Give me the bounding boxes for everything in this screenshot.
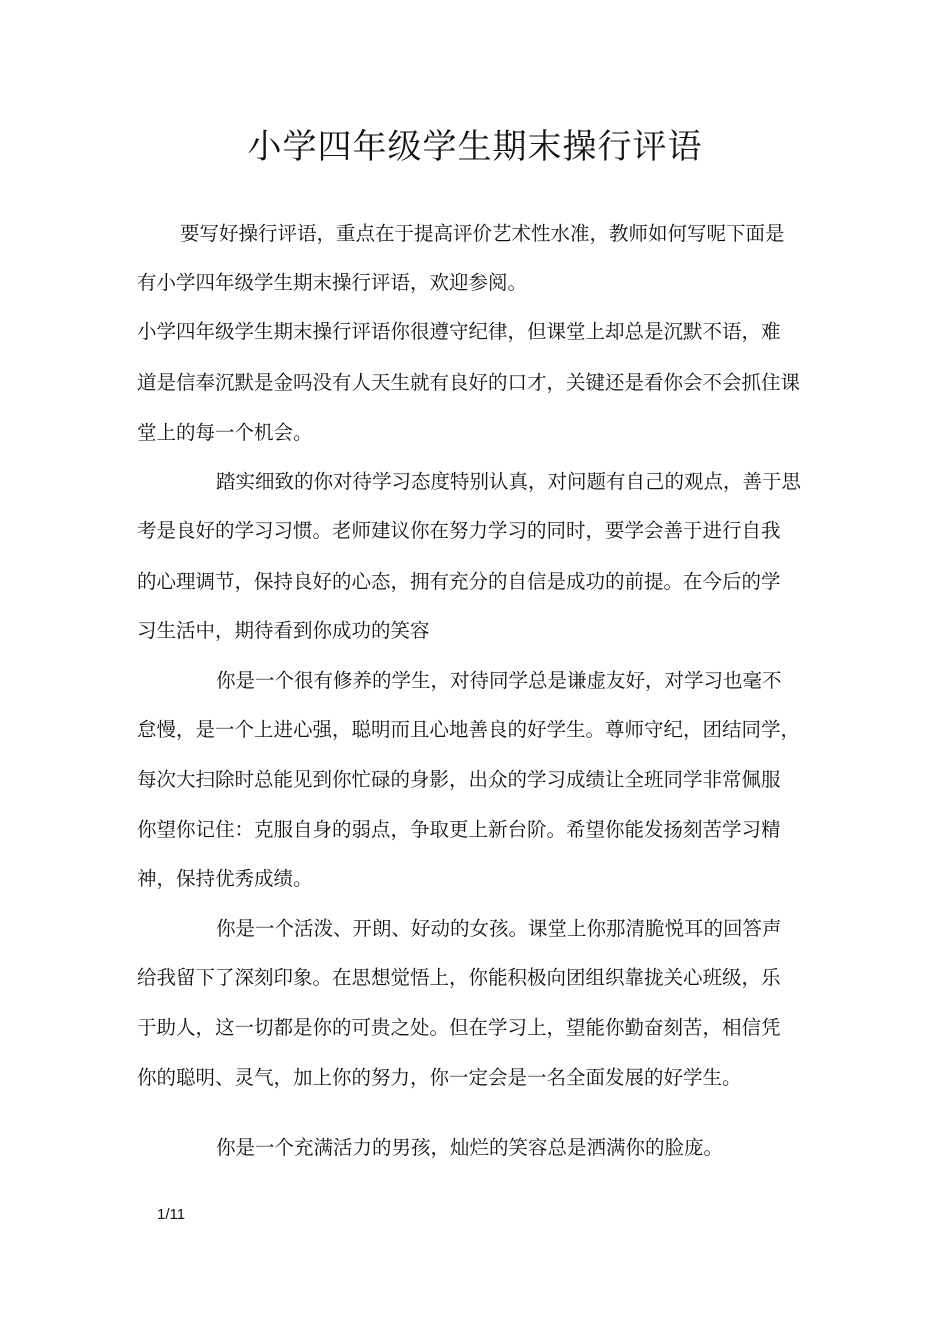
paragraph-line: 你是一个活泼、开朗、好动的女孩。课堂上你那清脆悦耳的回答声 xyxy=(216,917,782,940)
paragraph-line: 怠慢，是一个上进心强，聪明而且心地善良的好学生。尊师守纪，团结同学， xyxy=(137,718,801,741)
paragraph-line: 要写好操行评语，重点在于提高评价艺术性水准，教师如何写呢下面是 xyxy=(180,222,785,245)
paragraph-line: 的心理调节，保持良好的心态，拥有充分的自信是成功的前提。在今后的学 xyxy=(137,570,781,593)
paragraph-line: 神，保持优秀成绩。 xyxy=(137,867,313,890)
paragraph-line: 有小学四年级学生期末操行评语，欢迎参阅。 xyxy=(137,271,528,294)
paragraph-line: 习生活中，期待看到你成功的笑容 xyxy=(137,619,430,642)
paragraph-line: 你的聪明、灵气，加上你的努力，你一定会是一名全面发展的好学生。 xyxy=(137,1066,742,1089)
paragraph-line: 考是良好的学习习惯。老师建议你在努力学习的同时，要学会善于进行自我 xyxy=(137,519,781,542)
paragraph-line: 你是一个很有修养的学生，对待同学总是谦虚友好，对学习也毫不 xyxy=(216,669,782,692)
paragraph-line: 于助人，这一切都是你的可贵之处。但在学习上，望能你勤奋刻苦，相信凭 xyxy=(137,1016,781,1039)
paragraph-line: 道是信奉沉默是金吗没有人天生就有良好的口才，关键还是看你会不会抓住课 xyxy=(137,371,801,394)
paragraph-line: 给我留下了深刻印象。在思想觉悟上，你能积极向团组织靠拢关心班级，乐 xyxy=(137,966,781,989)
paragraph-line: 你望你记住：克服自身的弱点，争取更上新台阶。希望你能发扬刻苦学习精 xyxy=(137,818,781,841)
paragraph-line: 堂上的每一个机会。 xyxy=(137,421,313,444)
paragraph-line: 你是一个充满活力的男孩，灿烂的笑容总是洒满你的脸庞。 xyxy=(216,1136,724,1159)
document-title: 小学四年级学生期末操行评语 xyxy=(247,127,703,167)
page-number: 1/11 xyxy=(157,1206,186,1223)
paragraph-line: 踏实细致的你对待学习态度特别认真，对问题有自己的观点，善于思 xyxy=(216,470,802,493)
paragraph-line: 小学四年级学生期末操行评语你很遵守纪律，但课堂上却总是沉默不语，难 xyxy=(137,320,781,343)
paragraph-line: 每次大扫除时总能见到你忙碌的身影，出众的学习成绩让全班同学非常佩服 xyxy=(137,768,781,791)
